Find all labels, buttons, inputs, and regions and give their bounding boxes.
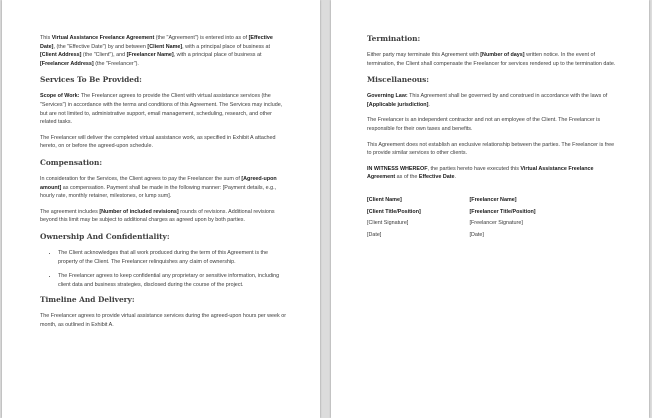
revisions-text: rounds of revisions. Additional revisions beyond this limit may be subject to additional charges as agreed upon by both parties. — [40, 208, 275, 224]
governing-law-paragraph — [367, 92, 619, 109]
delivery-paragraph: The Freelancer will deliver the completed virtual assistance work, as specified in Exhibit A attached hereto, on or before the agreed-upon schedule. — [40, 134, 276, 150]
document-page-1 — [2, 0, 320, 418]
client-date-field: [Date] — [367, 231, 382, 238]
client-address-placeholder: [Client Address] — [40, 52, 82, 59]
termination-heading: Termination: — [367, 34, 421, 43]
timeline-heading: Timeline And Delivery: — [40, 295, 135, 305]
contractor-paragraph: The Freelancer is an independent contractor and not an employee of the Client. The Freelancer is responsible for their own taxes and benefits. — [367, 117, 601, 132]
ownership-list — [40, 249, 286, 289]
witness-text: , the parties hereto have executed this — [427, 165, 521, 172]
compensation-text: In consideration for the Services, the Client agrees to pay the Freelancer the sum of — [40, 175, 242, 182]
witness-paragraph — [367, 165, 619, 182]
freelancer-address-placeholder: [Freelancer Address] — [40, 60, 94, 67]
miscellaneous-heading: Miscellaneous: — [367, 75, 430, 85]
revisions-paragraph — [40, 208, 286, 225]
scope-text: The Freelancer agrees to provide the Client with virtual assistance services (the "Services") in accordance with the terms and conditions of this Agreement. The Services may include, but are not limited to, administrative support, email management, scheduling, research, and other related tasks. — [40, 93, 283, 126]
compensation-text: as compensation. Payment shall be made in the following manner: [Payment details, e.g., hourly rate, monthly retainer, milestones, or lump sum]. — [40, 184, 277, 200]
termination-text: written notice. In the event of termination, the Client shall compensate the Freelancer for services rendered up to the termination date. — [367, 52, 616, 67]
client-signature-field: [Client Signature] — [367, 220, 409, 227]
ownership-heading: Ownership And Confidentiality: — [40, 231, 170, 241]
signature-block — [367, 196, 572, 242]
jurisdiction-placeholder: [Applicable jurisdiction] — [367, 101, 429, 108]
freelancer-name-placeholder: [Freelancer Name] — [126, 52, 174, 59]
governing-text: This Agreement shall be governed by and construed in accordance with the laws of — [407, 93, 608, 100]
freelancer-title-field: [Freelancer Title/Position] — [469, 208, 536, 215]
intro-text: , with a principal place of business at — [173, 52, 262, 59]
freelancer-name-field: [Freelancer Name] — [469, 196, 517, 203]
freelancer-date-field: [Date] — [469, 231, 484, 238]
timeline-paragraph: The Freelancer agrees to provide virtual assistance services during the agreed-upon hours per week or month, as outlined in Exhibit A. — [40, 313, 287, 328]
scope-label: Scope of Work: — [40, 93, 80, 100]
governing-law-label: Governing Law: — [367, 93, 408, 100]
witness-text: . — [454, 174, 457, 181]
freelancer-signature-field: [Freelancer Signature] — [469, 220, 523, 227]
freelancer-signature-column — [470, 196, 573, 242]
client-name-field: [Client Name] — [367, 196, 402, 203]
agreement-name: Virtual Assistance Freelance Agreement — [51, 35, 155, 41]
intro-text: (the "Freelancer"). — [93, 60, 139, 67]
witness-label: IN WITNESS WHEREOF — [367, 165, 428, 172]
revisions-placeholder: [Number of included revisions] — [99, 208, 179, 215]
witness-text: as of the — [395, 174, 419, 181]
document-page-2 — [331, 0, 649, 418]
client-signature-column — [367, 196, 470, 242]
intro-text: (the "Client"), and — [81, 52, 127, 59]
agreement-name: Virtual Assistance Freelance Agreement — [367, 165, 594, 181]
list-item: • The Client acknowledges that all work produced during the term of this Agreement is the property of the Client. The Freelancer relinquishes any claim of ownership. — [58, 249, 286, 266]
list-item: • The Freelancer agrees to keep confidential any proprietary or sensitive information, including client data and business strategies, disclosed during the course of the project. — [58, 272, 286, 289]
exclusive-paragraph: This Agreement does not establish an exclusive relationship between the parties. The Freelancer is free to provide similar services to other clients. — [367, 141, 615, 157]
client-name-placeholder: [Client Name] — [147, 43, 183, 50]
client-title-field: [Client Title/Position] — [367, 208, 421, 215]
scope-paragraph — [40, 92, 286, 126]
compensation-paragraph — [40, 175, 286, 201]
effective-date-label: Effective Date — [418, 174, 455, 181]
intro-text: This — [40, 35, 52, 41]
intro-text: , with a principal place of business at — [182, 43, 270, 50]
effective-date-placeholder: [Effective Date] — [40, 35, 273, 50]
services-heading: Services To Be Provided: — [40, 75, 142, 85]
amount-placeholder: [Agreed-upon amount] — [40, 175, 277, 191]
revisions-text: The agreement includes — [40, 208, 100, 215]
compensation-heading: Compensation: — [40, 157, 103, 167]
governing-text: . — [428, 101, 430, 108]
intro-text: , (the "Effective Date") by and between — [53, 43, 148, 50]
days-placeholder: [Number of days] — [480, 52, 525, 58]
termination-paragraph — [367, 51, 619, 68]
intro-text: (the "Agreement") is entered into as of — [154, 35, 249, 41]
intro-paragraph — [40, 34, 286, 68]
termination-text: Either party may terminate this Agreement with — [367, 52, 481, 58]
